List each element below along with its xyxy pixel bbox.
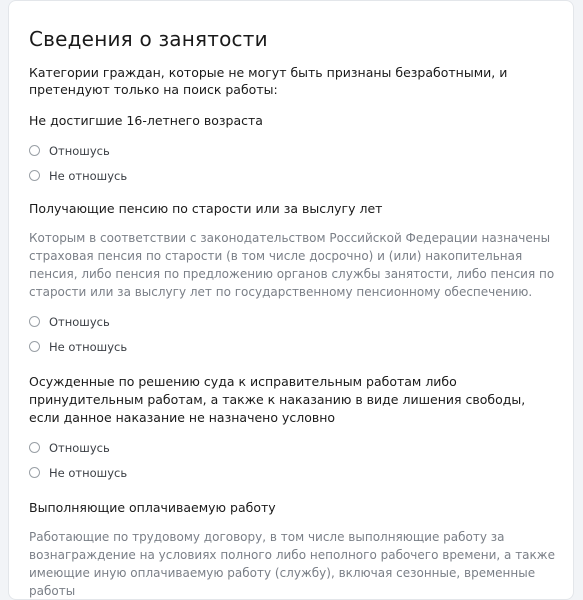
radio-group-under-16 xyxy=(29,138,559,188)
question-convicted xyxy=(29,373,559,485)
question-under-16 xyxy=(29,112,559,188)
radio-label: Не отношусь xyxy=(49,339,128,354)
question-paid-work xyxy=(29,499,559,600)
question-title: Не достигшие 16-летнего возраста xyxy=(29,113,263,128)
radio-option-not-applies[interactable] xyxy=(29,460,559,485)
radio-label: Отношусь xyxy=(49,143,110,158)
radio-group-convicted xyxy=(29,435,559,485)
radio-button[interactable] xyxy=(29,170,40,181)
question-description: Которым в соответствии с законодательством Российской Федерации назначены страховая пенсия по старости (в том числе досрочно) и (или) накопительная пенсия, либо пенсия по предложению органов службы занятости, либо пенсия по старости или за выслугу лет по государственному пенсионному обеспечению. xyxy=(29,231,555,299)
employment-info-card xyxy=(8,0,574,600)
page-title: Сведения о занятости xyxy=(29,27,268,51)
form-content xyxy=(29,27,559,600)
radio-label: Отношусь xyxy=(49,440,110,455)
radio-button[interactable] xyxy=(29,341,40,352)
question-title: Получающие пенсию по старости или за выслугу лет xyxy=(29,201,383,216)
radio-option-not-applies[interactable] xyxy=(29,334,559,359)
radio-option-not-applies[interactable] xyxy=(29,163,559,188)
radio-option-applies[interactable] xyxy=(29,138,559,163)
radio-button[interactable] xyxy=(29,316,40,327)
radio-button[interactable] xyxy=(29,145,40,156)
question-description: Работающие по трудовому договору, в том числе выполняющие работу за вознаграждение на условиях полного либо неполного рабочего времени, а также имеющие иную оплачиваемую работу (службу), включая сезонные, временные работы xyxy=(29,530,555,598)
radio-label: Не отношусь xyxy=(49,465,128,480)
radio-group-pension xyxy=(29,309,559,359)
question-title: Осужденные по решению суда к исправительным работам либо принудительным работам, а также к наказанию в виде лишения свободы, если данное наказание не назначено условно xyxy=(29,374,526,425)
radio-option-applies[interactable] xyxy=(29,309,559,334)
question-title: Выполняющие оплачиваемую работу xyxy=(29,500,276,515)
question-pension xyxy=(29,200,559,359)
radio-label: Отношусь xyxy=(49,314,110,329)
radio-option-applies[interactable] xyxy=(29,435,559,460)
radio-button[interactable] xyxy=(29,442,40,453)
radio-button[interactable] xyxy=(29,467,40,478)
categories-subtitle: Категории граждан, которые не могут быть признаны безработными, и претендуют только на поиск работы: xyxy=(29,65,508,97)
radio-label: Не отношусь xyxy=(49,168,128,183)
